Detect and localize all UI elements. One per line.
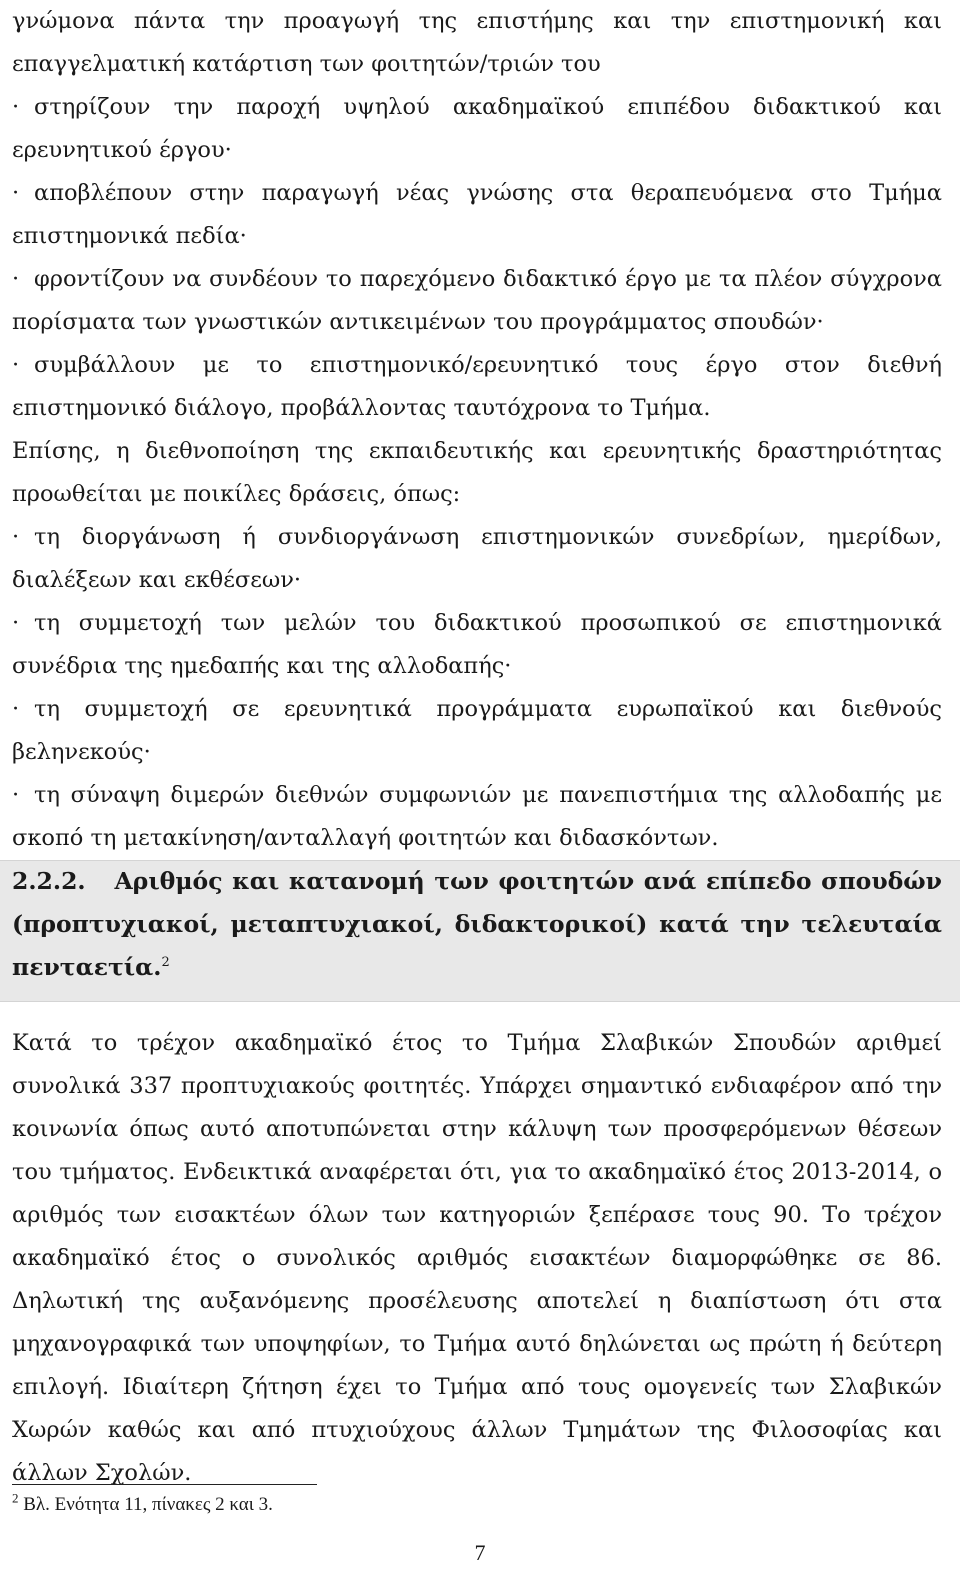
list-item: · τη συμμετοχή των μελών του διδακτικού προσωπικού σε επιστημονικά συνέδρια της ημεδαπής και της αλλοδαπής· [12,610,942,679]
body-paragraph: Κατά το τρέχον ακαδημαϊκό έτος το Τμήμα Σλαβικών Σπουδών αριθμεί συνολικά 337 προπτυχιακούς φοιτητές. Υπάρχει σημαντικό ενδιαφέρον από την κοινωνία όπως αυτό αποτυπώνεται στην κάλυψη των προσφερόμενων θέσεων του τμήματος. Ενδεικτικά αναφέρεται ότι, για το ακαδημαϊκό έτος 2013-2014, ο αριθμός των εισακτέων όλων των κατηγοριών ξεπέρασε τους 90. Το τρέχον ακαδημαϊκό έτος ο συνολικός αριθμός εισακτέων διαμορφώθηκε σε 86. Δηλωτική της αυξανόμενης προσέλευσης αποτελεί η διαπίστωση ότι στα μηχανογραφικά των υποψηφίων, το Τμήμα αυτό δηλώνεται ως πρώτη ή δεύτερη επιλογή. Ιδιαίτερη ζήτηση έχει το Τμήμα από τους ομογενείς των Σλαβικών Χωρών καθώς και από πτυχιούχους άλλων Τμημάτων της Φιλοσοφίας και άλλων Σχολών. [12,1030,942,1486]
list-item: · τη διοργάνωση ή συνδιοργάνωση επιστημονικών συνεδρίων, ημερίδων, διαλέξεων και εκθέσεων· [12,524,942,593]
text-block-top [12,0,942,860]
section-number: 2.2.2. [12,867,86,895]
footnote-reference[interactable]: 2 [161,955,170,971]
section-heading [12,860,942,989]
internationalization-intro: Επίσης, η διεθνοποίηση της εκπαιδευτικής και ερευνητικής δραστηριότητας προωθείται με ποικίλες δράσεις, όπως: [12,438,942,507]
page-number: 7 [474,1540,486,1565]
footnote [12,1490,273,1516]
text-block-body [12,1022,942,1495]
list-item: · συμβάλλουν με το επιστημονικό/ερευνητικό τους έργο στον διεθνή επιστημονικό διάλογο, προβάλλοντας ταυτόχρονα το Τμήμα. [12,352,942,421]
footnote-number: 2 [12,1490,19,1506]
section-title: Αριθμός και κατανομή των φοιτητών ανά επίπεδο σπουδών (προπτυχιακοί, μεταπτυχιακοί, διδακτορικοί) κατά την τελευταία πενταετία. [12,867,942,981]
list-item: · στηρίζουν την παροχή υψηλού ακαδημαϊκού επιπέδου διδακτικού και ερευνητικού έργου· [12,94,942,163]
list-item: · τη σύναψη διμερών διεθνών συμφωνιών με πανεπιστήμια της αλλοδαπής με σκοπό τη μετακίνηση/ανταλλαγή φοιτητών και διδασκόντων. [12,782,942,851]
list-item: · φροντίζουν να συνδέουν το παρεχόμενο διδακτικό έργο με τα πλέον σύγχρονα πορίσματα των γνωστικών αντικειμένων του προγράμματος σπουδών· [12,266,942,335]
continuation-paragraph: γνώμονα πάντα την προαγωγή της επιστήμης και την επιστημονική και επαγγελματική κατάρτιση των φοιτητών/τριών του [12,8,942,77]
list-item: · τη συμμετοχή σε ερευνητικά προγράμματα ευρωπαϊκού και διεθνούς βεληνεκούς· [12,696,942,765]
list-item: · αποβλέπουν στην παραγωγή νέας γνώσης στα θεραπευόμενα στο Τμήμα επιστημονικά πεδία· [12,180,942,249]
footnote-text: Βλ. Ενότητα 11, πίνακες 2 και 3. [23,1494,273,1515]
footnote-divider [12,1484,317,1485]
